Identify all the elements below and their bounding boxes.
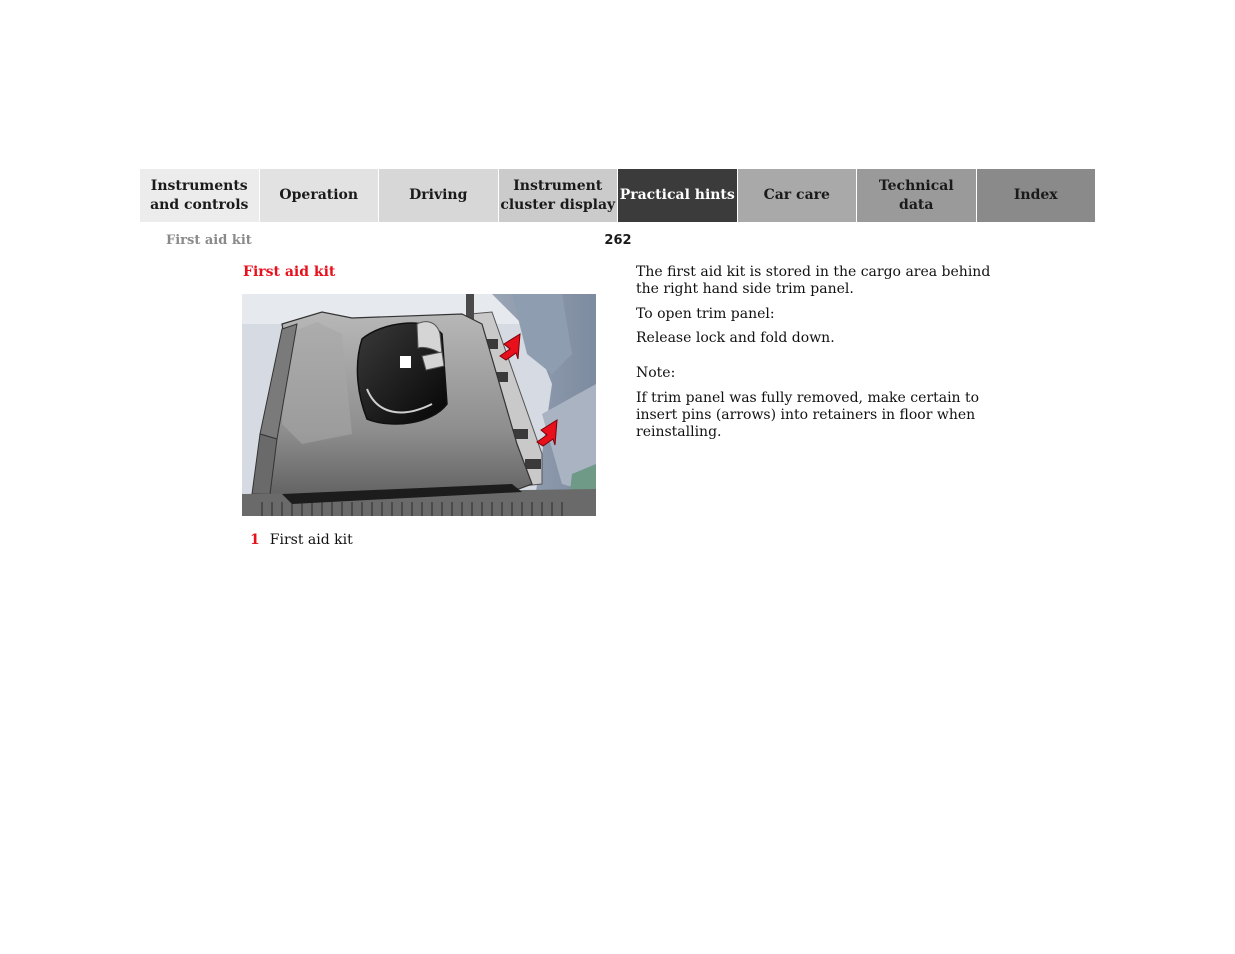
section-title: First aid kit	[166, 233, 252, 248]
tab-operation[interactable]: Operation	[260, 169, 380, 222]
paragraph-open-intro: To open trim panel:	[636, 306, 775, 322]
tab-practical-hints[interactable]: Practical hints	[618, 169, 738, 222]
paragraph-release: Release lock and fold down.	[636, 330, 835, 346]
page-number: 262	[604, 233, 632, 248]
paragraph-storage: The first aid kit is stored in the cargo area behind the right hand side trim panel.	[636, 264, 991, 297]
tab-car-care[interactable]: Car care	[738, 169, 858, 222]
figure-caption	[250, 532, 353, 548]
note-text: If trim panel was fully removed, make certain to insert pins (arrows) into retainers in floor when reinstalling.	[636, 390, 980, 440]
first-aid-kit-illustration	[242, 294, 596, 516]
caption-number: 1	[250, 532, 260, 548]
tab-instruments-and-controls[interactable]: Instruments and controls	[140, 169, 260, 222]
tab-technical-data[interactable]: Technical data	[857, 169, 977, 222]
tab-instrument-cluster-display[interactable]: Instrument cluster display	[499, 169, 619, 222]
tab-driving[interactable]: Driving	[379, 169, 499, 222]
tab-index[interactable]: Index	[977, 169, 1096, 222]
chapter-tabs	[140, 169, 1095, 222]
page-heading: First aid kit	[243, 264, 336, 280]
note-label: Note:	[636, 365, 676, 381]
body-text	[636, 264, 996, 441]
caption-text: First aid kit	[269, 532, 353, 548]
